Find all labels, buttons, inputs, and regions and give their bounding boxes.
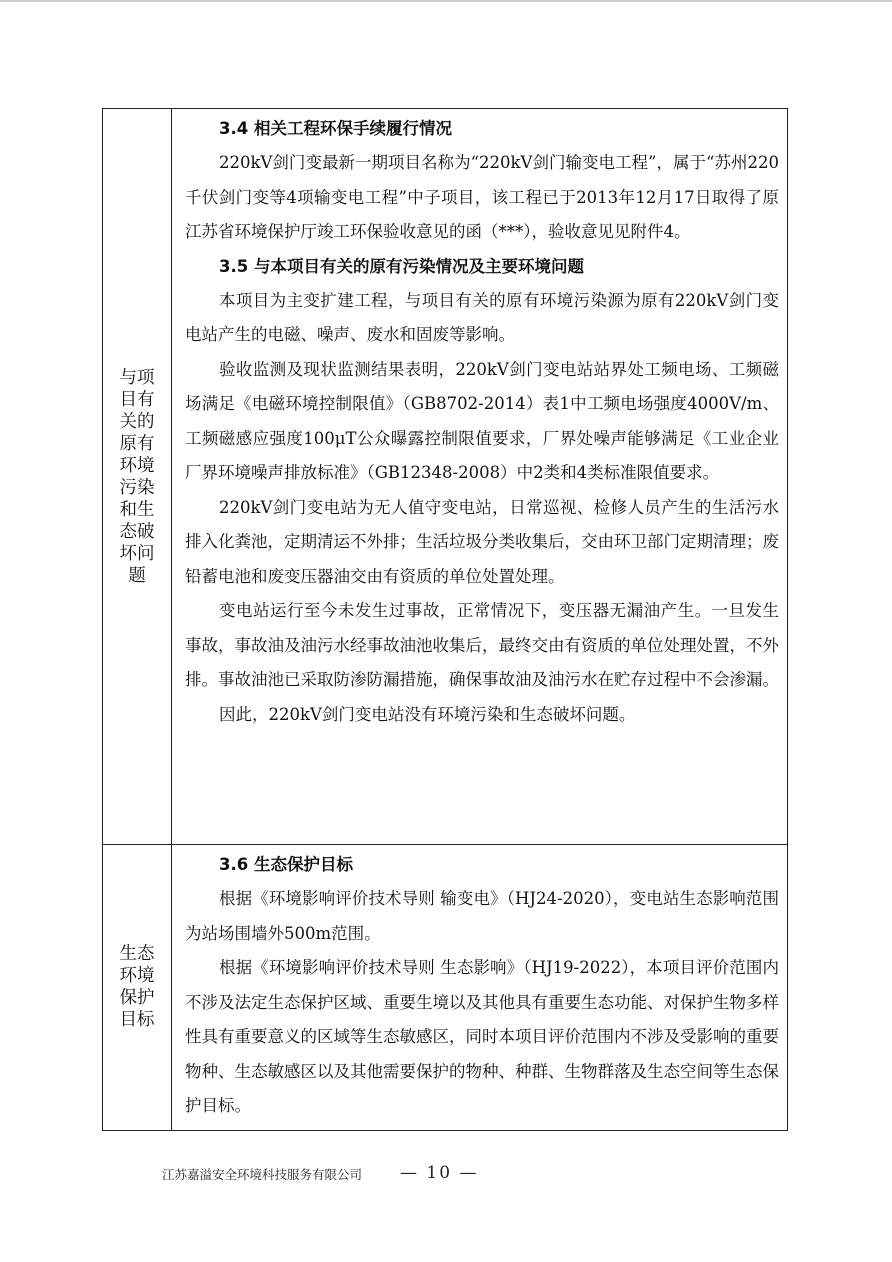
page-number: — 10 — [400, 1163, 479, 1183]
paragraph: 220kV剑门变最新一期项目名称为“220kV剑门输变电工程”，属于“苏州220千伏剑门变等4项输变电工程”中子项目，该工程已于2013年12月17日取得了原江苏省环境保护厅竣工环保验收意见的函（***），验收意见见附件4。 [185, 153, 779, 241]
row-content-cell [172, 845, 788, 1131]
row-label: 生态环境保护目标 [119, 944, 155, 1031]
paragraph: 变电站运行至今未发生过事故，正常情况下，变压器无漏油产生。一旦发生事故，事故油及油污水经事故油池收集后，最终交由有资质的单位处理处置，不外排。事故油池已采取防渗防漏措施，确保事故油及油污水在贮存过程中不会渗漏。 [185, 601, 779, 689]
section-heading: 3.4 相关工程环保手续履行情况 [219, 119, 452, 138]
page-top-rule [0, 0, 892, 2]
paragraph: 本项目为主变扩建工程，与项目有关的原有环境污染源为原有220kV剑门变电站产生的电磁、噪声、废水和固废等影响。 [185, 290, 779, 344]
row-label-cell [103, 845, 172, 1131]
footer-company: 江苏嘉溢安全环境科技服务有限公司 [162, 1167, 363, 1182]
section-heading: 3.6 生态保护目标 [219, 855, 353, 874]
row-label: 与项目有关的原有环境污染和生态破坏问题 [119, 367, 155, 586]
paragraph: 根据《环境影响评价技术导则 输变电》（HJ24-2020），变电站生态影响范围为站场围墙外500m范围。 [185, 889, 779, 943]
row-label-cell [103, 109, 172, 845]
paragraph: 220kV剑门变电站为无人值守变电站，日常巡视、检修人员产生的生活污水排入化粪池，定期清运不外排；生活垃圾分类收集后，交由环卫部门定期清理；废铅蓄电池和废变压器油交由有资质的单位处置处理。 [185, 497, 779, 586]
paragraph: 因此，220kV剑门变电站没有环境污染和生态破坏问题。 [219, 704, 636, 724]
table-row [103, 845, 788, 1131]
paragraph: 根据《环境影响评价技术导则 生态影响》（HJ19-2022），本项目评价范围内不涉及法定生态保护区域、重要生境以及其他具有重要生态功能、对保护生物多样性具有重要意义的区域等生态敏感区，同时本项目评价范围内不涉及受影响的重要物种、生态敏感区以及其他需要保护的物种、种群、生物群落及生态空间等生态保护目标。 [185, 958, 779, 1115]
content-table [102, 108, 788, 1131]
paragraph: 验收监测及现状监测结果表明，220kV剑门变电站站界处工频电场、工频磁场满足《电磁环境控制限值》（GB8702-2014）表1中工频电场强度4000V/m、工频磁感应强度100μT公众曝露控制限值要求，厂界处噪声能够满足《工业企业厂界环境噪声排放标准》（GB12348-2008）中2类和4类标准限值要求。 [185, 359, 779, 482]
page-footer [0, 1163, 892, 1193]
table-row [103, 109, 788, 845]
section-heading: 3.5 与本项目有关的原有污染情况及主要环境问题 [219, 256, 584, 276]
row-content-cell [172, 109, 788, 845]
